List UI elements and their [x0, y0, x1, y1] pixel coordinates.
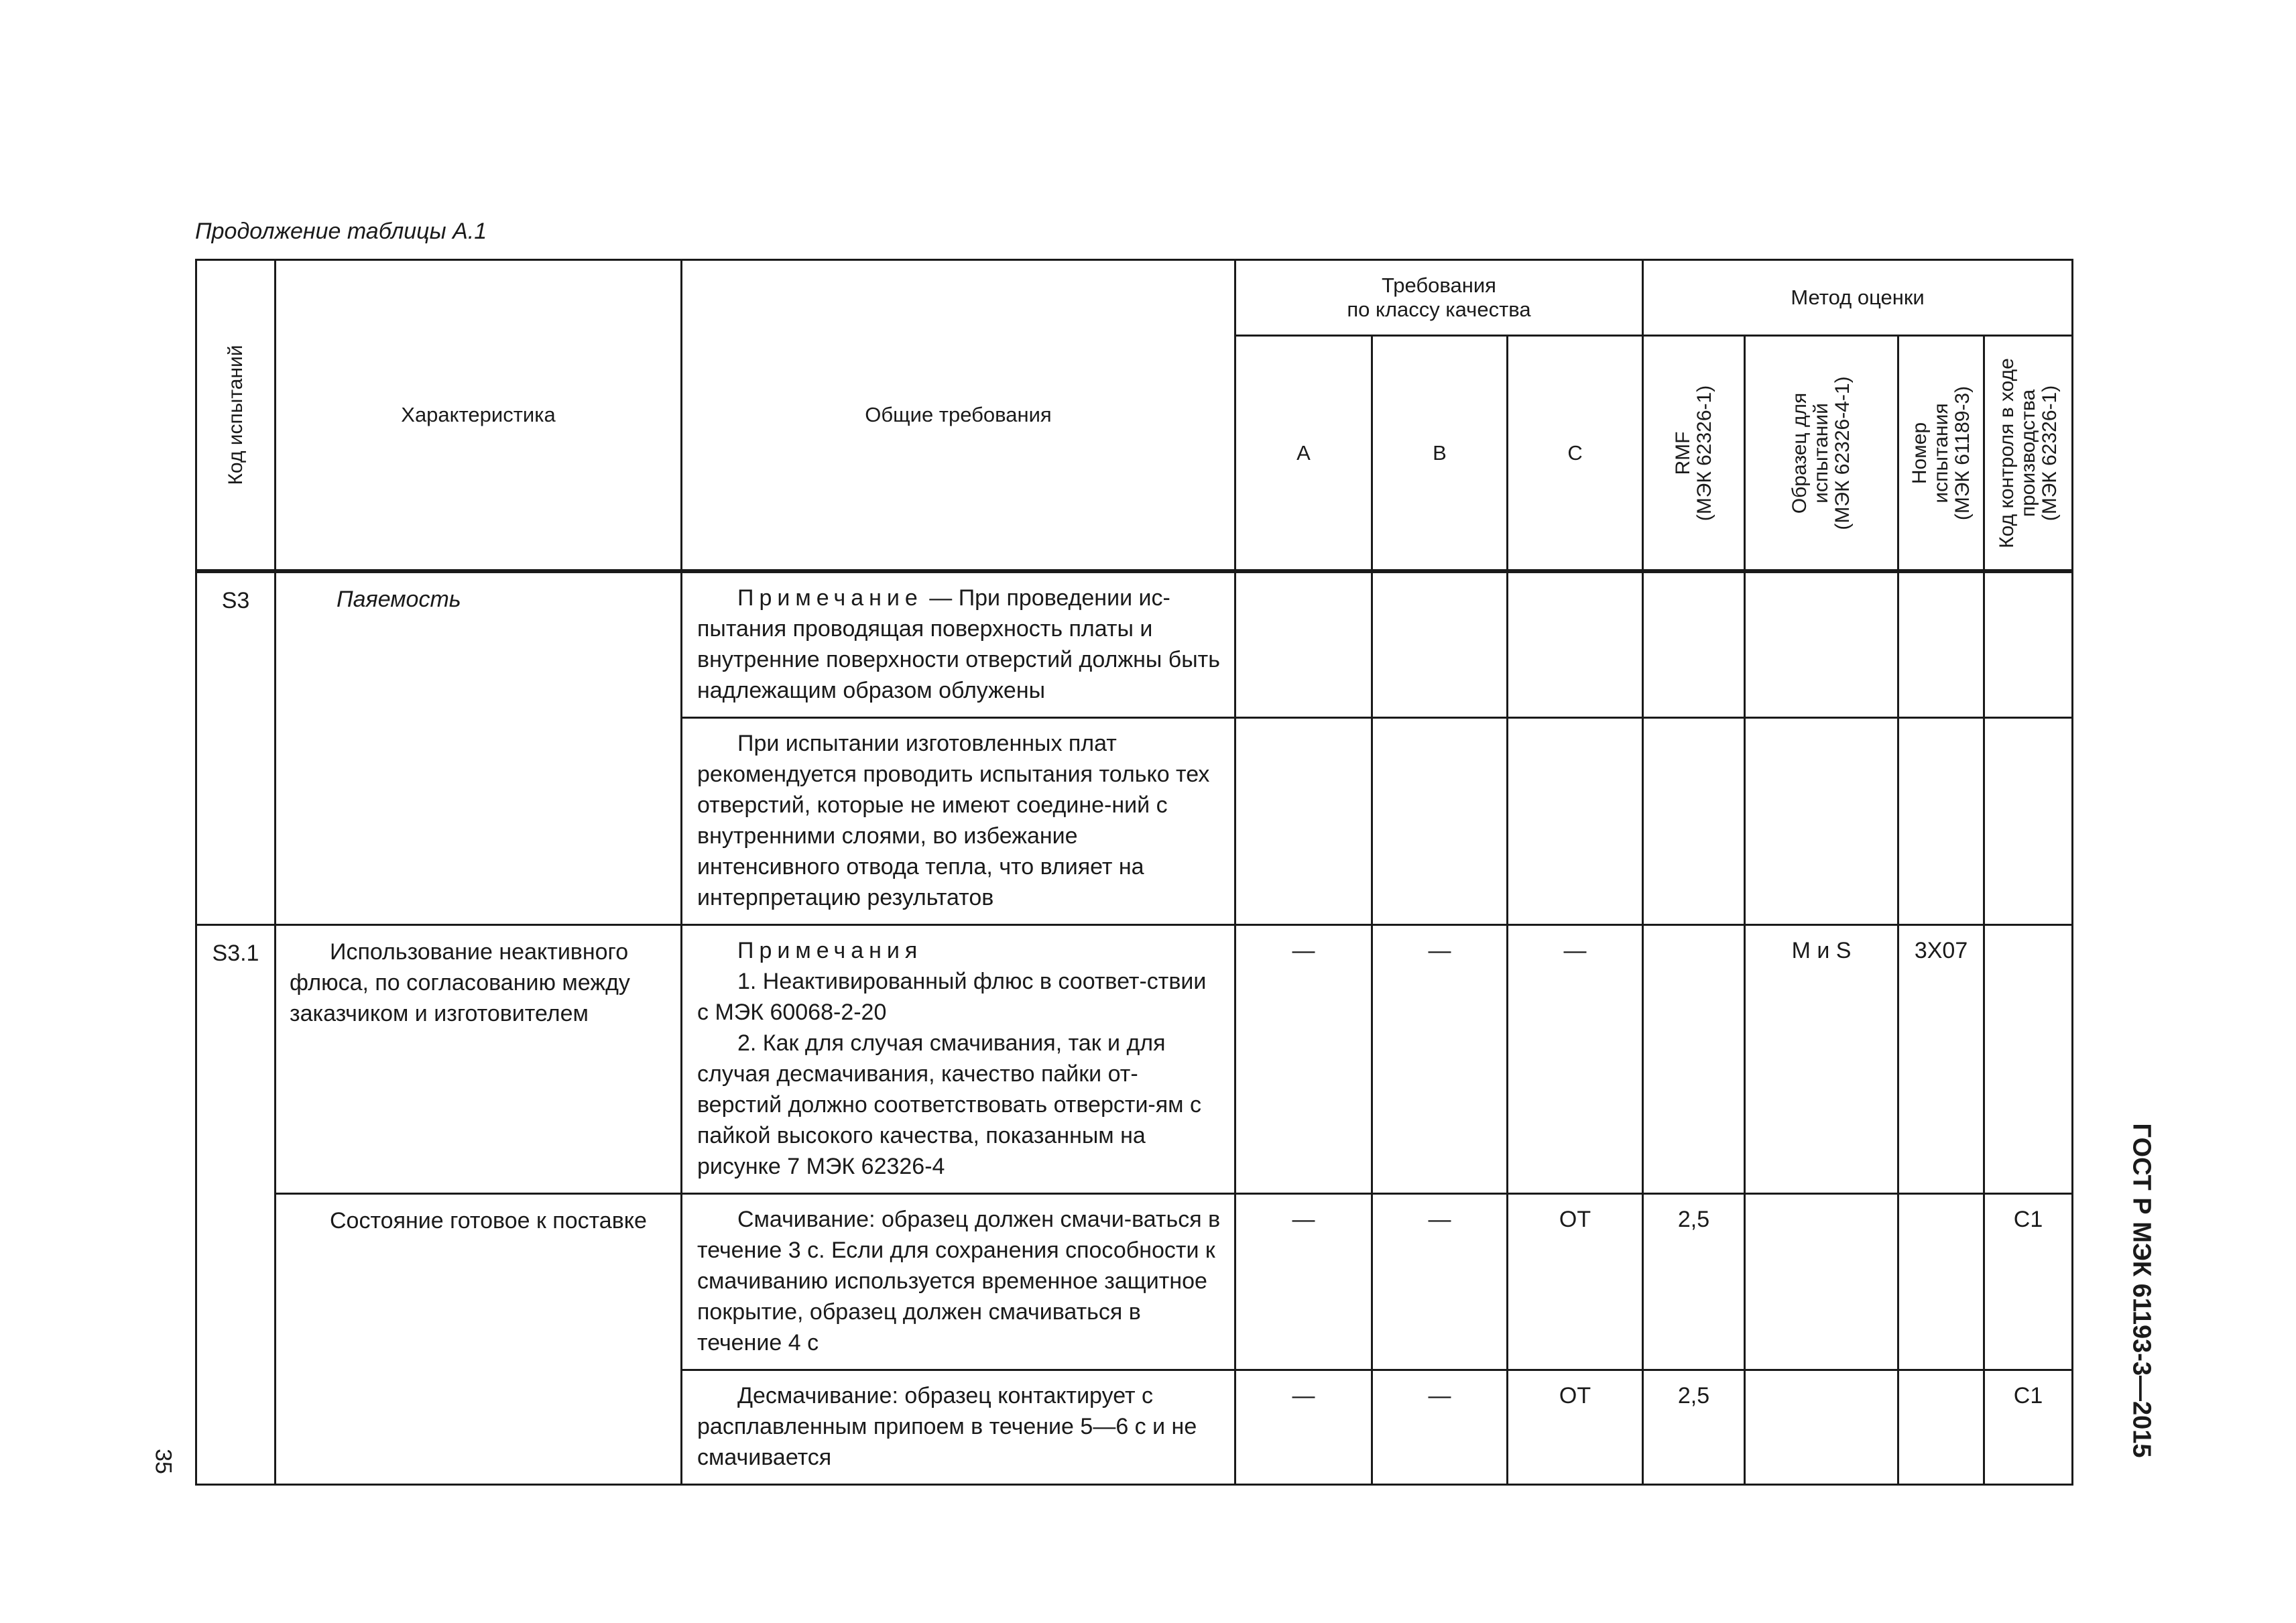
cell-test-sample: [1745, 1194, 1898, 1370]
header-test-sample: Образец для испытаний (МЭК 62326-4-1): [1745, 336, 1898, 570]
cell-class-b: —: [1372, 1194, 1508, 1370]
row-code: S3: [196, 573, 276, 925]
row-characteristic: Состояние готовое к поставке: [276, 1194, 682, 1485]
header-characteristic: Характеристика: [276, 260, 682, 570]
table-row: [196, 1194, 2073, 1370]
header-general-requirements: Общие требования: [682, 260, 1235, 570]
header-class-c: C: [1508, 336, 1643, 570]
row-code: S3.1: [196, 925, 276, 1194]
cell-rmf: 2,5: [1643, 1194, 1745, 1370]
cell-test-sample: [1745, 1370, 1898, 1485]
page-number: 35: [150, 1449, 176, 1474]
cell-class-c: OT: [1508, 1194, 1643, 1370]
row-requirement: Десмачивание: образец контактирует с расплавленным припоем в течение 5—6 с и не смачивается: [682, 1370, 1235, 1485]
cell-control-code: C1: [1984, 1194, 2073, 1370]
cell-class-b: —: [1372, 925, 1508, 1194]
cell-control-code: C1: [1984, 1370, 2073, 1485]
cell-test-sample: M и S: [1745, 925, 1898, 1194]
header-quality-class: Требования по классу качества: [1235, 260, 1643, 336]
table-row: [196, 573, 2073, 718]
requirements-table: [195, 259, 2073, 1486]
header-row-1: [196, 260, 2073, 336]
header-evaluation-method: Метод оценки: [1643, 260, 2073, 336]
cell-class-a: —: [1235, 1370, 1372, 1485]
cell-rmf: [1643, 925, 1745, 1194]
cell-class-a: —: [1235, 1194, 1372, 1370]
table-row: [196, 925, 2073, 1194]
row-requirement: Примечания 1. Неактивированный флюс в соответ-ствии с МЭК 60068-2-20 2. Как для случая смачивания, так и для случая десмачивания, качество пайки от-верстий должно соответствовать отверсти-ям с пайкой высокого качества, показанным на рисунке 7 МЭК 62326-4: [682, 925, 1235, 1194]
row-requirement: Примечание — При проведении ис-пытания проводящая поверхность платы и внутренние поверхности отверстий должны быть надлежащим образом облужены: [682, 573, 1235, 718]
row-code-empty: [196, 1194, 276, 1485]
document-standard-title: ГОСТ Р МЭК 61193-3—2015: [2127, 1123, 2156, 1458]
row-characteristic: Использование неактивного флюса, по согласованию между заказчиком и изготовителем: [276, 925, 682, 1194]
cell-class-a: —: [1235, 925, 1372, 1194]
row-characteristic: Паяемость: [276, 573, 682, 925]
cell-test-number: [1898, 1370, 1984, 1485]
cell-test-number: 3X07: [1898, 925, 1984, 1194]
header-code: Код испытаний: [196, 260, 276, 570]
cell-class-c: OT: [1508, 1370, 1643, 1485]
header-class-b: B: [1372, 336, 1508, 570]
cell-class-b: —: [1372, 1370, 1508, 1485]
header-control-code: Код контроля в ходе производства (МЭК 62326-1): [1984, 336, 2073, 570]
row-requirement: Смачивание: образец должен смачи-ваться в течение 3 с. Если для сохранения способности к смачиванию используется временное защитное покрытие, образец должен смачиваться в течение 4 с: [682, 1194, 1235, 1370]
header-test-number: Номер испытания (МЭК 61189-3): [1898, 336, 1984, 570]
cell-class-c: —: [1508, 925, 1643, 1194]
cell-control-code: [1984, 925, 2073, 1194]
table-caption: Продолжение таблицы А.1: [195, 219, 487, 244]
cell-test-number: [1898, 1194, 1984, 1370]
row-requirement: При испытании изготовленных плат рекомендуется проводить испытания только тех отверстий, которые не имеют соедине-ний с внутренними слоями, во избежание интенсивного отвода тепла, что влияет на интерпретацию результатов: [682, 718, 1235, 925]
header-class-a: A: [1235, 336, 1372, 570]
cell-rmf: 2,5: [1643, 1370, 1745, 1485]
header-rmf: RMF (МЭК 62326-1): [1643, 336, 1745, 570]
